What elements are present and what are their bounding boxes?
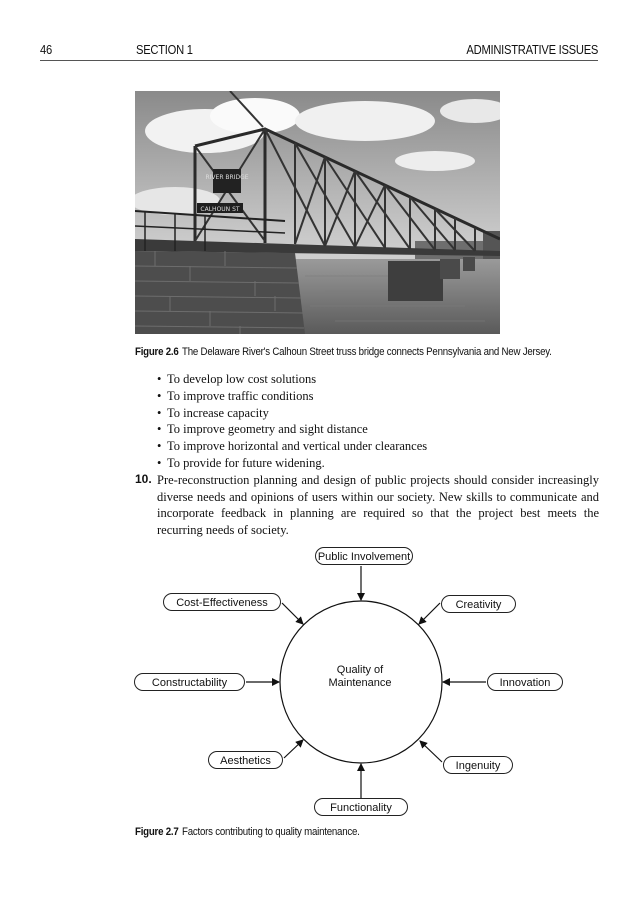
sign-lower-text: CALHOUN ST [200,206,240,213]
factor-ingenuity: Ingenuity [443,756,513,774]
factor-public-involvement: Public Involvement [315,547,413,565]
arrow-cost-effectiveness [282,603,303,624]
factor-constructability: Constructability [134,673,245,691]
list-item: • To provide for future widening. [157,455,325,470]
figure-2-6-label: Figure 2.6 [135,346,179,358]
center-label [300,664,420,690]
factor-functionality: Functionality [314,798,408,816]
list-item-text: To improve horizontal and vertical under clearances [167,439,428,454]
factor-creativity: Creativity [441,595,516,613]
center-label-line1: Quality of [336,664,384,676]
item-paragraph: Pre-reconstruction planning and design of public projects should consider increasingly diverse needs and opinions of users within our society. New skills to communicate and incorporate feedback in planning are required so that the project best meets the recurring needs of society. [157,473,599,537]
list-item-text: To provide for future widening. [167,455,325,470]
arrow-creativity [419,603,440,624]
list-item: • To develop low cost solutions [157,372,317,386]
list-item: • To improve traffic conditions [157,388,314,403]
sign-upper-text: RIVER BRIDGE [205,174,249,181]
figure-2-7-text: Factors contributing to quality maintenance. [182,826,360,838]
arrow-ingenuity [420,741,442,762]
list-item: • To increase capacity [157,405,269,420]
arrow-aesthetics [284,740,303,758]
list-item-text: To improve traffic conditions [167,388,314,403]
factor-innovation: Innovation [487,673,563,691]
factor-aesthetics: Aesthetics [208,751,283,769]
item-number: 10. [135,472,152,486]
center-label-line2: Maintenance [328,677,392,689]
figure-2-7-label: Figure 2.7 [135,826,179,838]
factor-cost-effectiveness: Cost-Effectiveness [163,593,281,611]
page-number: 46 [40,42,52,57]
list-item-text: To improve geometry and sight distance [167,422,368,437]
list-item-text: To develop low cost solutions [167,372,317,386]
figure-2-7-caption [135,826,360,838]
section-title: ADMINISTRATIVE ISSUES [466,42,598,57]
figure-2-6-text: The Delaware River's Calhoun Street truss bridge connects Pennsylvania and New Jersey. [182,346,552,358]
list-item-text: To increase capacity [167,405,269,420]
list-item: • To improve geometry and sight distance [157,422,368,437]
list-item: • To improve horizontal and vertical under clearances [157,439,428,454]
section-label: SECTION 1 [136,42,193,57]
